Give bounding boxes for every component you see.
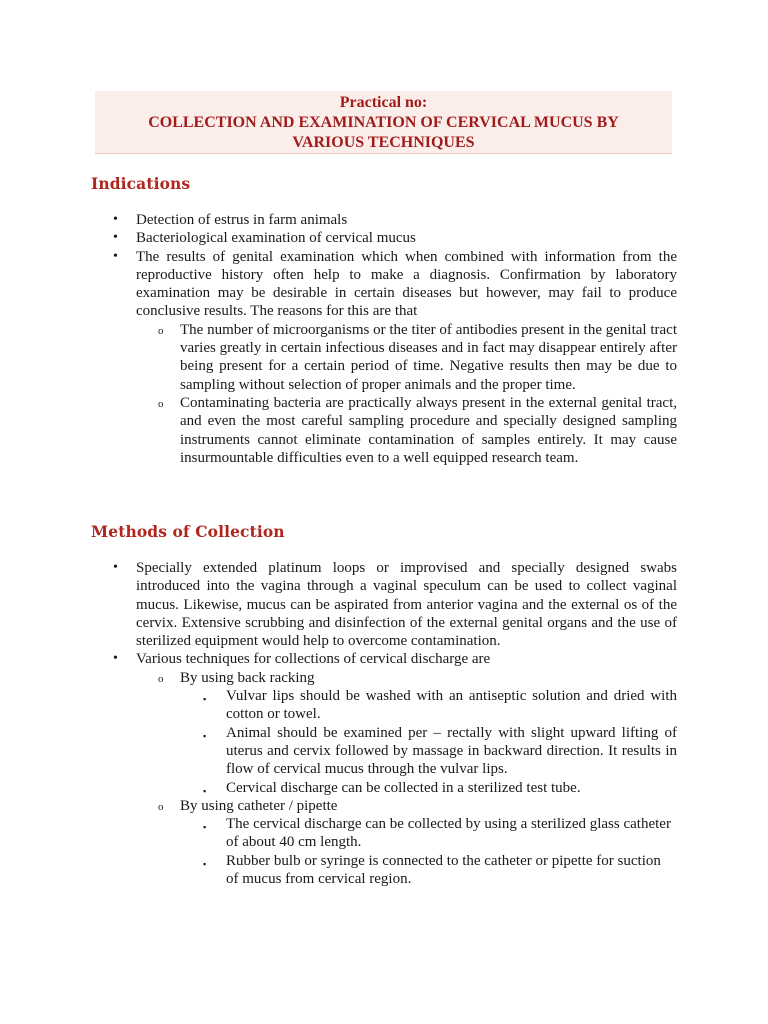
step-item: ▪ The cervical discharge can be collected by using a sterilized glass catheter of about 40 cm length.: [203, 816, 671, 851]
bullet-icon: •: [113, 230, 118, 246]
square-bullet-icon: ▪: [203, 858, 207, 869]
methods-heading: Methods of Collection: [91, 522, 285, 541]
sub-list-item: o Contaminating bacteria are practically always present in the external genital tract, and even the most careful sampling procedure and specially designed sampling instruments cannot eliminate contamination of samples entirely. It may cause insurmountable difficulties even to a well equipped research team.: [158, 394, 677, 466]
title-line-2: COLLECTION AND EXAMINATION OF CERVICAL MUCUS BY: [148, 114, 619, 131]
circle-bullet-icon: o: [158, 324, 164, 337]
sub-list-item: o By using catheter / pipette: [0, 797, 677, 815]
square-bullet-icon: ▪: [203, 694, 207, 705]
bullet-icon: •: [113, 651, 118, 667]
square-bullet-icon: ▪: [203, 822, 207, 833]
step-item: ▪ Rubber bulb or syringe is connected to the catheter or pipette for suction of mucus from cervical region.: [203, 852, 661, 888]
list-item: • Various techniques for collections of cervical discharge are: [113, 651, 491, 668]
circle-bullet-icon: o: [158, 672, 164, 685]
bullet-icon: •: [113, 248, 118, 264]
list-item: • Bacteriological examination of cervical mucus: [113, 230, 416, 247]
list-item: • Specially extended platinum loops or improvised and specially designed swabs introduced into the vagina through a vaginal speculum can be used to collect vaginal mucus. Likewise, mucus can be aspirated from anterior vagina and the external os of the cervix. Extensive scrubbing and disinfection of the external genital organs and the use of sterilized equipment would help to overcome contamination.: [113, 560, 677, 650]
bullet-icon: •: [113, 560, 118, 575]
title-line-3: VARIOUS TECHNIQUES: [292, 134, 475, 151]
list-item: • The results of genital examination which when combined with information from the reproductive history often help to make a diagnosis. Confirmation by laboratory examination may be desirable in certain diseases but however, may fail to produce conclusive results. The reasons for this are that: [113, 248, 677, 320]
step-item: ▪ Cervical discharge can be collected in a sterilized test tube.: [0, 779, 677, 797]
list-item: • Detection of estrus in farm animals: [113, 212, 348, 228]
indications-heading: Indications: [91, 174, 191, 193]
title-line-1: Practical no:: [339, 94, 428, 111]
square-bullet-icon: ▪: [203, 730, 207, 741]
methods-list: [0, 559, 768, 888]
sub-list-item: o By using back racking: [0, 669, 677, 687]
step-item: ▪ Vulvar lips should be washed with an antiseptic solution and dried with cotton or towel.: [203, 688, 677, 723]
circle-bullet-icon: o: [158, 800, 164, 813]
sub-list-item: o The number of microorganisms or the titer of antibodies present in the genital tract varies greatly in certain infectious diseases and in fact may disappear entirely after being present for a certain period of time. Negative results then may be due to sampling without selection of proper animals and the proper time.: [158, 321, 677, 393]
step-item: ▪ Animal should be examined per – rectally with slight upward lifting of uterus and cervix followed by massage in backward direction. It results in flow of cervical mucus through the vulvar lips.: [203, 724, 677, 778]
indications-list: [0, 211, 768, 467]
square-bullet-icon: ▪: [203, 785, 207, 796]
bullet-icon: •: [113, 212, 118, 227]
circle-bullet-icon: o: [158, 397, 164, 410]
title-box: [95, 91, 672, 154]
